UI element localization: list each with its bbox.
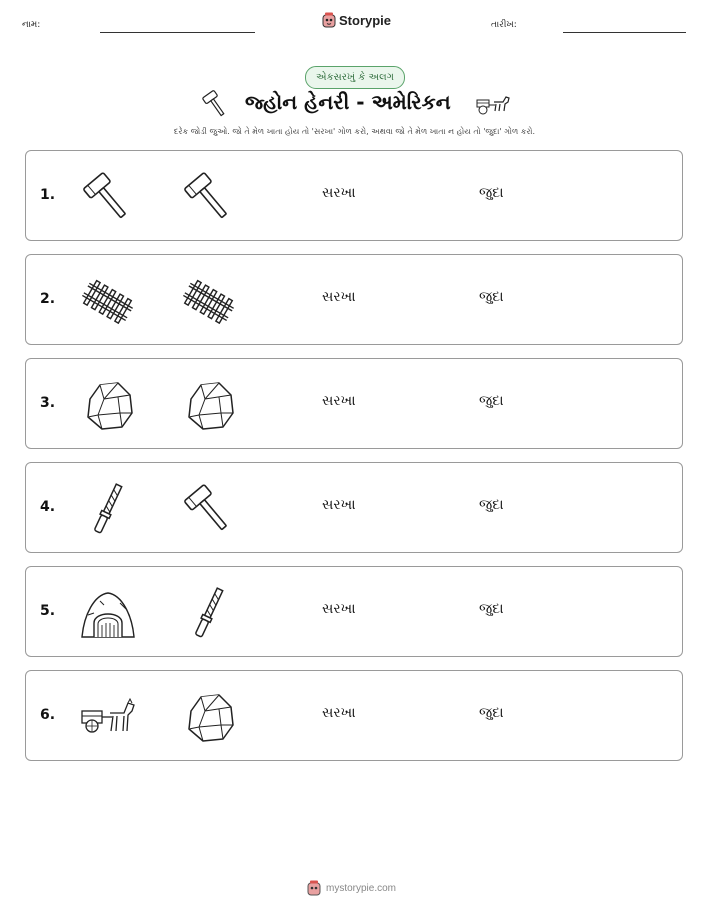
option-same[interactable]: સરખા [322, 289, 356, 305]
question-number: 4. [40, 499, 56, 515]
railroad-track-icon [80, 273, 136, 329]
question-number: 6. [40, 707, 56, 723]
option-different[interactable]: જુદા [479, 185, 504, 201]
instructions: દરેક જોડી જુઓ. જો તે મેળ ખાતા હોય તો 'સરખા' ગોળ કરો, અથવા જો તે મેળ ખાતા ન હોય તો 'જુદા' ગોળ કરો. [173, 127, 536, 136]
railroad-track-icon [181, 273, 237, 329]
storypie-mascot-icon [307, 880, 321, 896]
name-label: નામ: [22, 20, 41, 30]
activity-badge: એકસરખું કે અલગ [305, 66, 405, 89]
option-different[interactable]: જુદા [479, 393, 504, 409]
option-same[interactable]: સરખા [322, 497, 356, 513]
question-number: 3. [40, 395, 56, 411]
option-different[interactable]: જુદા [479, 601, 504, 617]
question-number: 1. [40, 187, 56, 203]
question-card-5 [25, 566, 683, 657]
question-card-1 [25, 150, 683, 241]
option-same[interactable]: સરખા [322, 393, 356, 409]
rock-icon [80, 377, 136, 433]
storypie-mascot-icon [322, 12, 336, 28]
name-input-line[interactable] [100, 32, 255, 33]
storypie-logo [322, 12, 391, 28]
question-card-6 [25, 670, 683, 761]
date-input-line[interactable] [563, 32, 686, 33]
steel-drill-icon [80, 481, 136, 537]
rock-icon [181, 689, 237, 745]
steel-drill-icon [181, 585, 237, 641]
question-card-2 [25, 254, 683, 345]
question-card-3 [25, 358, 683, 449]
brand-name: Storypie [339, 12, 392, 28]
tunnel-icon [80, 585, 136, 641]
hammer-icon [202, 89, 226, 119]
option-same[interactable]: સરખા [322, 185, 356, 201]
hammer-icon [80, 169, 136, 225]
horse-cart-icon [475, 94, 511, 116]
option-same[interactable]: સરખા [322, 601, 356, 617]
footer [307, 880, 396, 896]
hammer-icon [181, 481, 237, 537]
footer-url[interactable]: mystorypie.com [326, 882, 397, 894]
option-different[interactable]: જુદા [479, 497, 504, 513]
horse-cart-icon [80, 689, 136, 745]
question-number: 5. [40, 603, 56, 619]
hammer-icon [181, 169, 237, 225]
page-title: જ્હોન હેનરી - અમેરિકન [245, 90, 451, 114]
question-number: 2. [40, 291, 56, 307]
rock-icon [181, 377, 237, 433]
option-different[interactable]: જુદા [479, 705, 504, 721]
option-different[interactable]: જુદા [479, 289, 504, 305]
question-card-4 [25, 462, 683, 553]
option-same[interactable]: સરખા [322, 705, 356, 721]
date-label: તારીખ: [491, 20, 517, 30]
